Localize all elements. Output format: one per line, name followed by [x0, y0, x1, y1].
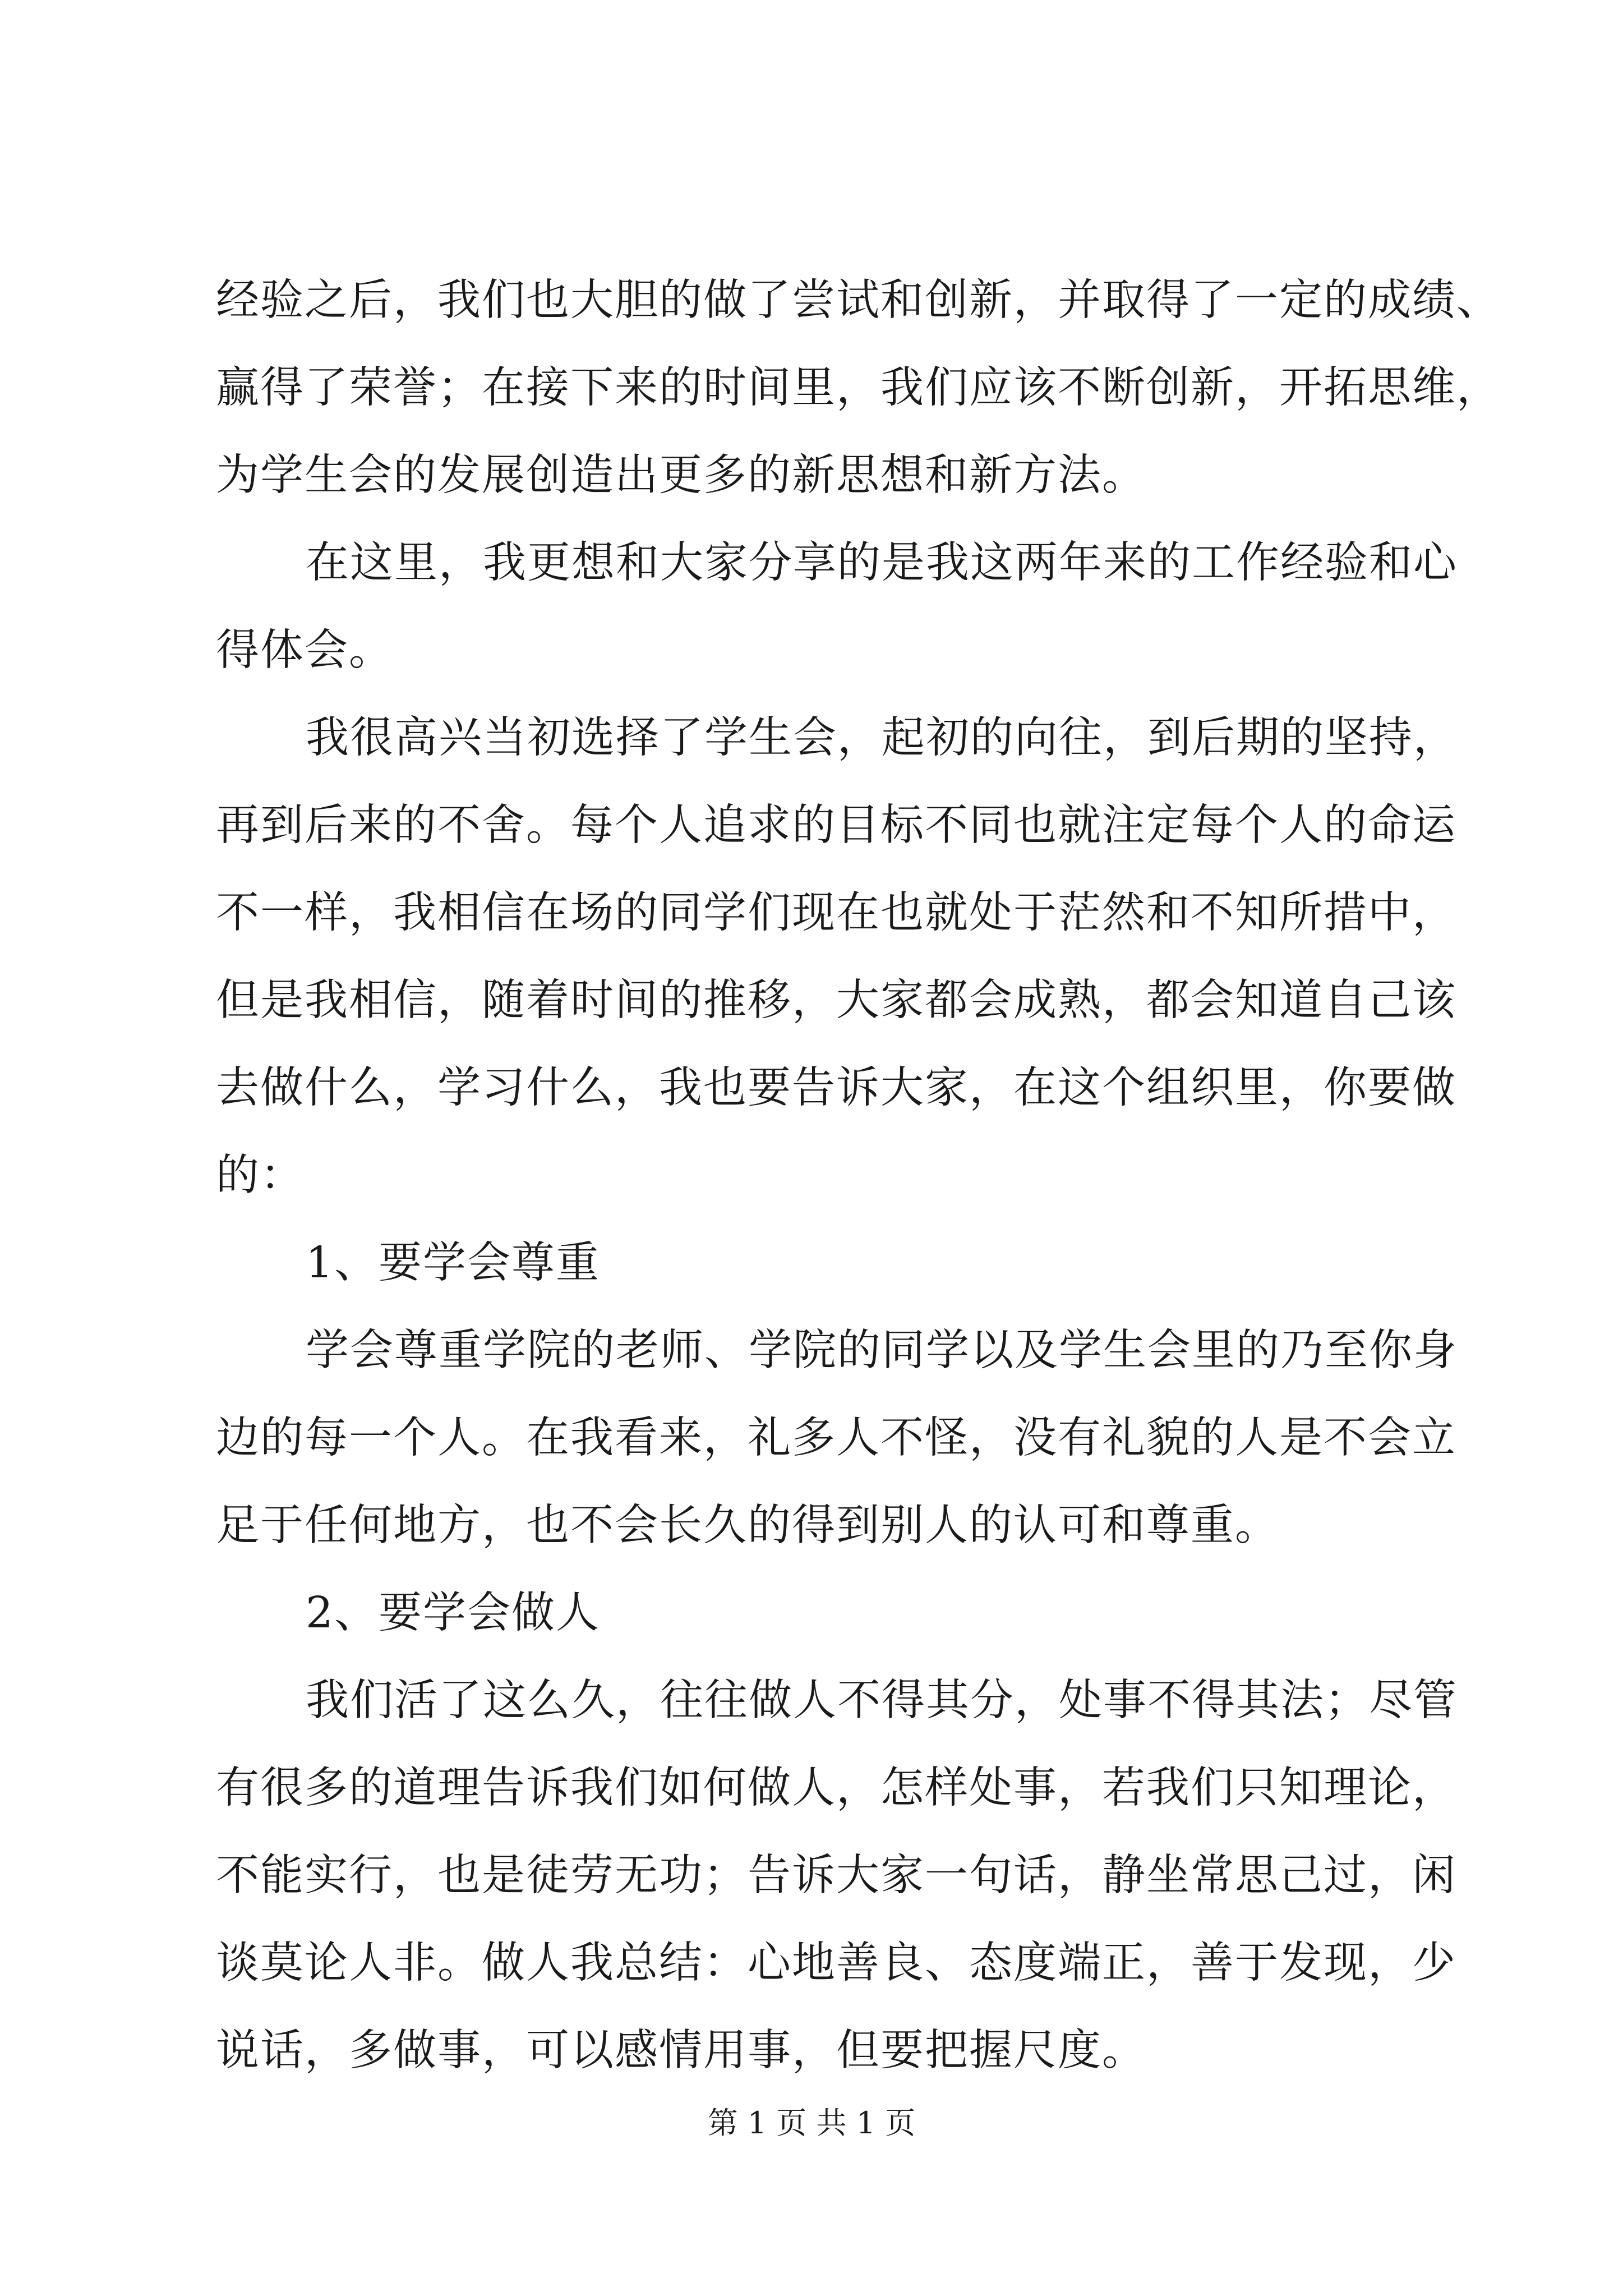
text-line: 但是我相信，随着时间的推移，大家都会成熟，都会知道自己该 — [216, 976, 1456, 1025]
text-line: 足于任何地方，也不会长久的得到别人的认可和尊重。 — [216, 1501, 1279, 1550]
text-line: 得体会。 — [216, 625, 393, 675]
section-heading: 1、要学会尊重 — [306, 1238, 600, 1288]
text-line: 赢得了荣誉；在接下来的时间里，我们应该不断创新，开拓思维， — [216, 363, 1501, 413]
paragraph-start-line: 在这里，我更想和大家分享的是我这两年来的工作经验和心 — [306, 538, 1458, 588]
document-body — [216, 257, 1501, 2095]
text-line: 有很多的道理告诉我们如何做人，怎样处事，若我们只知理论， — [216, 1763, 1456, 1813]
text-line: 的： — [216, 1151, 305, 1200]
text-line: 不一样，我相信在场的同学们现在也就处于茫然和不知所措中， — [216, 888, 1456, 938]
paragraph-start-line: 学会尊重学院的老师、学院的同学以及学生会里的乃至你身 — [306, 1326, 1458, 1375]
paragraph-start-line: 我很高兴当初选择了学生会，起初的向往，到后期的坚持， — [306, 713, 1458, 763]
page-footer: 第 1 页 共 1 页 — [707, 2105, 916, 2141]
text-line: 经验之后，我们也大胆的做了尝试和创新，并取得了一定的成绩、 — [216, 275, 1501, 325]
text-line: 再到后来的不舍。每个人追求的目标不同也就注定每个人的命运 — [216, 800, 1456, 850]
text-line: 去做什么，学习什么，我也要告诉大家，在这个组织里，你要做 — [216, 1063, 1456, 1113]
text-line: 谈莫论人非。做人我总结：心地善良、态度端正，善于发现，少 — [216, 1938, 1456, 1988]
text-line: 说话，多做事，可以感情用事，但要把握尺度。 — [216, 2026, 1146, 2076]
section-heading: 2、要学会做人 — [306, 1588, 600, 1638]
text-line: 为学生会的发展创造出更多的新思想和新方法。 — [216, 450, 1146, 500]
paragraph-start-line: 我们活了这么久，往往做人不得其分，处事不得其法；尽管 — [306, 1676, 1458, 1726]
text-line: 边的每一个人。在我看来，礼多人不怪，没有礼貌的人是不会立 — [216, 1413, 1456, 1463]
text-line: 不能实行，也是徒劳无功；告诉大家一句话，静坐常思己过，闲 — [216, 1851, 1456, 1901]
